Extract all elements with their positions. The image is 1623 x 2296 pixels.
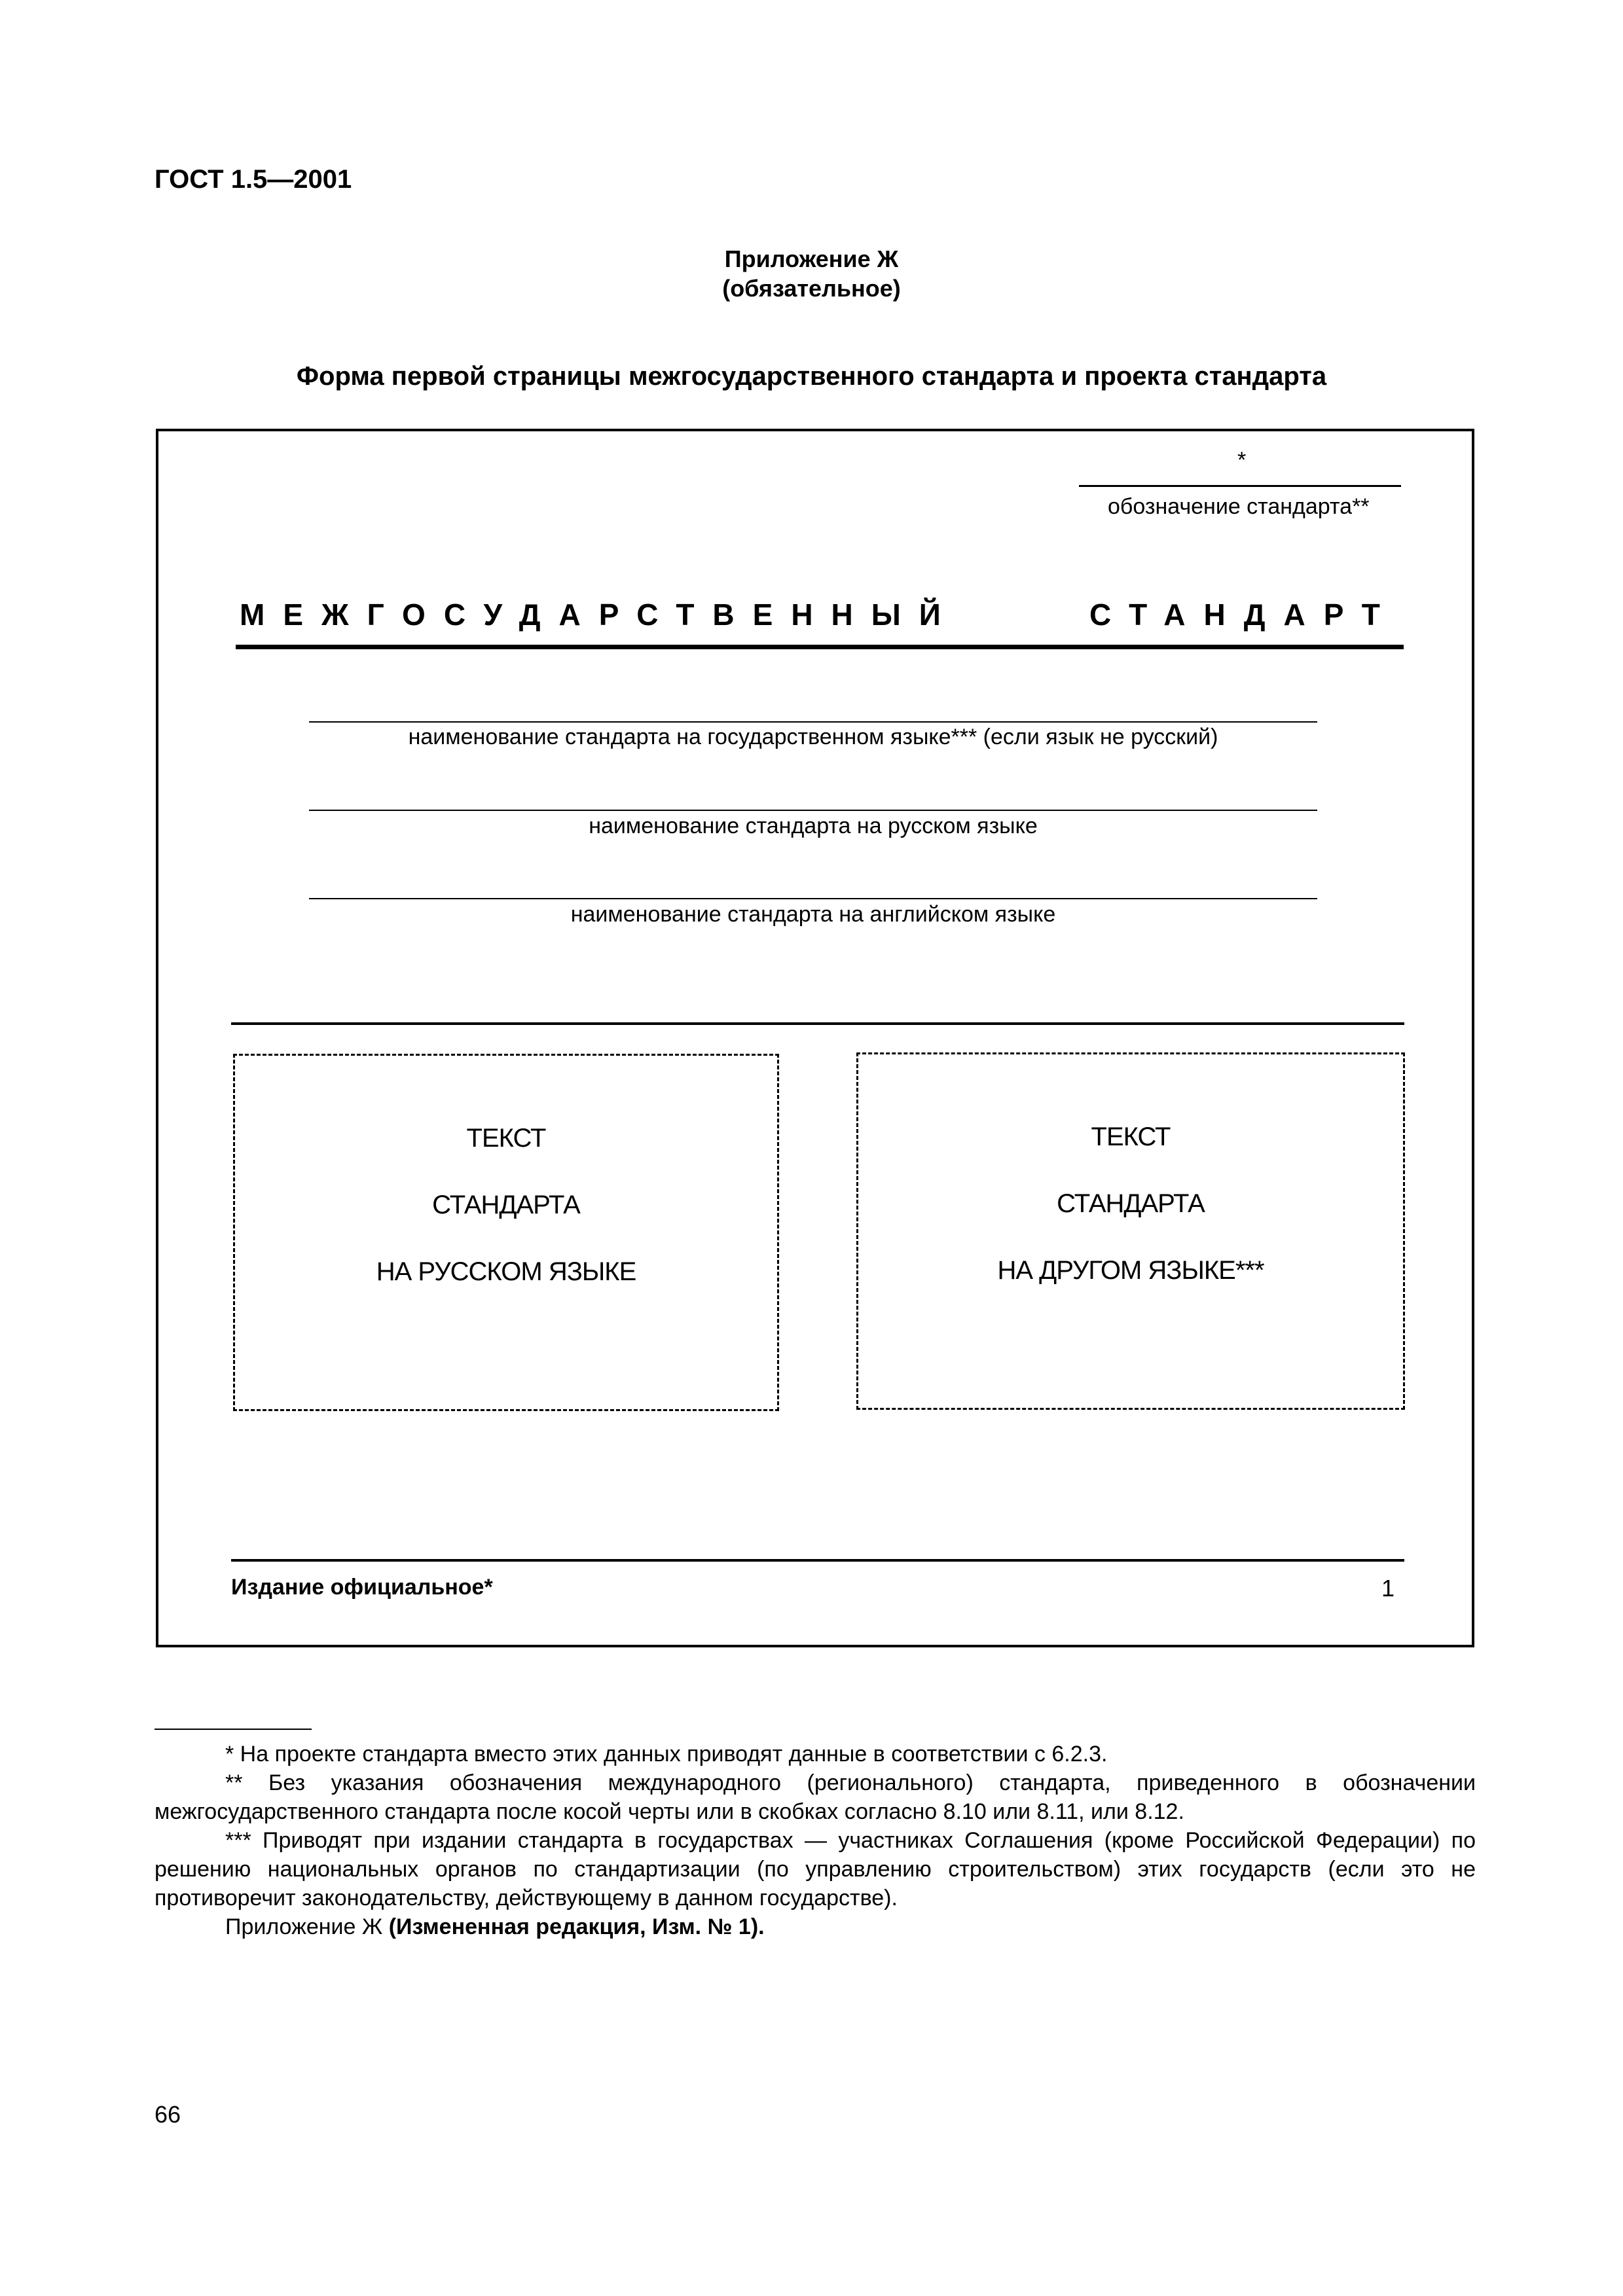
footnote-3: *** Приводят при издании стандарта в государствах — участниках Соглашения (кроме Российской Федерации) по решению национальных органов по стандартизации (по управлению строительством) этих государств (если это не противоречит законодательству, действующему в данном государстве). [155, 1828, 1476, 1910]
text-box-russian [233, 1054, 779, 1411]
text-box-other-line3: НА ДРУГОМ ЯЗЫКЕ*** [997, 1256, 1264, 1285]
name-english-caption: наименование стандарта на английском языке [570, 902, 1056, 927]
form-page-number: 1 [1381, 1575, 1395, 1602]
amendment-bold: (Измененная редакция, Изм. № 1). [388, 1914, 765, 1939]
footnotes [155, 1740, 1476, 1941]
edition-label: Издание официальное* [231, 1575, 493, 1600]
designation-caption: обозначение стандарта** [1108, 494, 1370, 519]
appendix-status: (обязательное) [722, 275, 901, 302]
banner-underline [236, 645, 1404, 649]
designation-asterisk: * [1237, 448, 1247, 473]
footnote-2: ** Без указания обозначения международного (регионального) стандарта, приведенного в обозначении межгосударственного стандарта после косой черты или в скобках согласно 8.10 или 8.11, или 8.12. [155, 1770, 1476, 1824]
edition-divider [231, 1559, 1404, 1562]
section-divider [231, 1022, 1404, 1025]
name-russian-caption: наименование стандарта на русском языке [589, 814, 1038, 838]
document-designation: ГОСТ 1.5—2001 [155, 165, 352, 194]
name-state-caption: наименование стандарта на государственном языке*** (если язык не русский) [408, 725, 1218, 749]
text-box-other-line1: ТЕКСТ [1091, 1122, 1171, 1151]
banner-interstate: МЕЖГОСУДАРСТВЕННЫЙ [240, 598, 959, 632]
footnote-1: * На проекте стандарта вместо этих данных приводят данные в соответствии с 6.2.3. [225, 1742, 1108, 1767]
banner-standard: СТАНДАРТ [1089, 598, 1398, 632]
text-box-russian-line2: СТАНДАРТА [432, 1191, 580, 1219]
text-box-other [856, 1052, 1405, 1410]
name-russian-line [309, 810, 1317, 811]
page-number: 66 [155, 2101, 181, 2128]
footnote-separator [155, 1729, 312, 1730]
text-box-russian-line1: ТЕКСТ [466, 1124, 546, 1153]
amendment-note [155, 1912, 1476, 1941]
amendment-prefix: Приложение Ж [225, 1914, 389, 1939]
text-box-russian-line3: НА РУССКОМ ЯЗЫКЕ [376, 1257, 636, 1286]
appendix-title: Приложение Ж [724, 245, 899, 272]
form-title: Форма первой страницы межгосударственного стандарта и проекта стандарта [296, 362, 1327, 391]
name-english-line [309, 898, 1317, 899]
text-box-other-line2: СТАНДАРТА [1057, 1189, 1205, 1218]
name-state-line [309, 721, 1317, 723]
designation-line [1079, 485, 1401, 487]
